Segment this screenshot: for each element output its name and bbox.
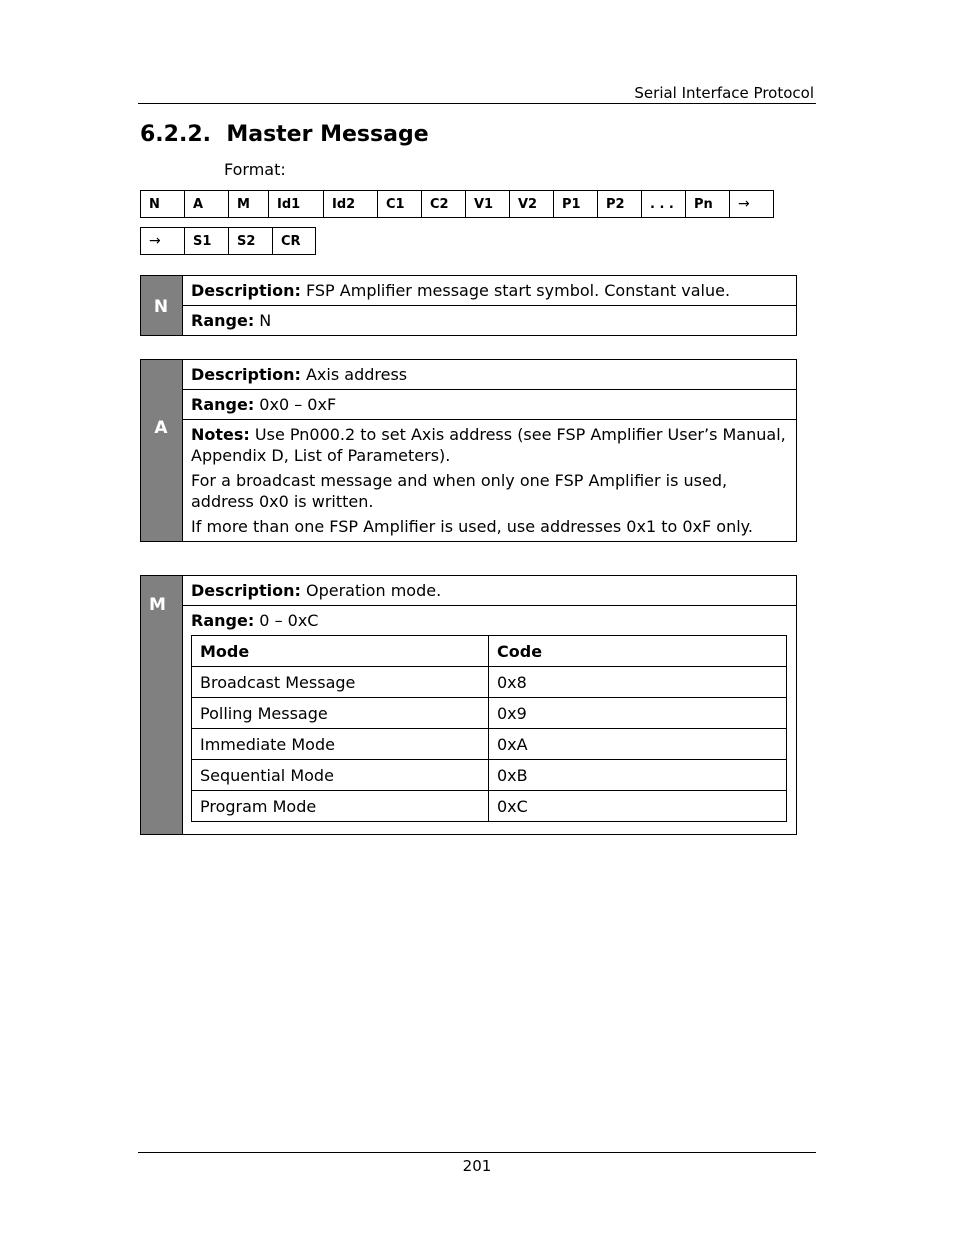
continue-arrow-icon: → xyxy=(141,228,185,255)
range-row xyxy=(183,390,796,420)
table-row xyxy=(192,760,787,791)
mode-cell: Broadcast Message xyxy=(192,667,489,698)
format-cell: Id2 xyxy=(324,191,378,218)
code-cell: 0xB xyxy=(489,760,787,791)
format-cell: CR xyxy=(273,228,316,255)
format-table-row1 xyxy=(140,190,774,218)
table-header-row xyxy=(192,636,787,667)
footer-rule xyxy=(138,1152,816,1153)
format-cell: C1 xyxy=(378,191,422,218)
range-value: N xyxy=(254,311,272,330)
description-label: Description: xyxy=(191,281,301,300)
format-cell: M xyxy=(229,191,269,218)
column-header-mode: Mode xyxy=(192,636,489,667)
format-cell: C2 xyxy=(422,191,466,218)
format-cell: Pn xyxy=(686,191,730,218)
continue-arrow-icon: → xyxy=(730,191,774,218)
description-text: FSP Amplifier message start symbol. Constant value. xyxy=(300,281,731,300)
format-table-row2 xyxy=(140,227,316,255)
description-row xyxy=(183,360,796,390)
field-a-box xyxy=(140,359,797,542)
note-text: Use Pn000.2 to set Axis address (see FSP Amplifier User’s Manual, Appendix D, List of Parameters). xyxy=(191,425,786,465)
format-label: Format: xyxy=(224,160,286,179)
range-label: Range: xyxy=(191,311,255,330)
range-value: 0 – 0xC xyxy=(254,611,319,630)
range-value: 0x0 – 0xF xyxy=(254,395,337,414)
note-paragraph: For a broadcast message and when only one FSP Amplifier is used, address 0x0 is written. xyxy=(191,471,728,511)
code-cell: 0x8 xyxy=(489,667,787,698)
format-cell: S2 xyxy=(229,228,273,255)
code-cell: 0x9 xyxy=(489,698,787,729)
running-header: Serial Interface Protocol xyxy=(634,84,814,102)
field-letter: M xyxy=(149,595,166,615)
header-rule xyxy=(138,103,816,104)
mode-cell: Immediate Mode xyxy=(192,729,489,760)
format-cell: P2 xyxy=(598,191,642,218)
section-number: 6.2.2. xyxy=(140,122,211,147)
table-row xyxy=(192,698,787,729)
description-row xyxy=(183,576,796,606)
field-letter-sidebar xyxy=(141,360,183,541)
field-letter-sidebar xyxy=(141,576,183,834)
page-number: 201 xyxy=(462,1157,492,1175)
field-letter: N xyxy=(153,297,169,317)
format-cell: S1 xyxy=(185,228,229,255)
description-row xyxy=(183,276,796,306)
field-letter: A xyxy=(154,418,168,438)
format-cell: A xyxy=(185,191,229,218)
field-letter-sidebar xyxy=(141,276,183,335)
range-line xyxy=(191,610,788,631)
description-label: Description: xyxy=(191,581,301,600)
range-row xyxy=(183,306,796,335)
section-title: Master Message xyxy=(226,122,429,147)
field-n-box xyxy=(140,275,797,336)
column-header-code: Code xyxy=(489,636,787,667)
range-label: Range: xyxy=(191,611,255,630)
note-paragraph xyxy=(191,424,788,466)
notes-label: Notes: xyxy=(191,425,250,444)
format-cell: . . . xyxy=(642,191,686,218)
mode-cell: Program Mode xyxy=(192,791,489,822)
mode-cell: Sequential Mode xyxy=(192,760,489,791)
table-row xyxy=(192,791,787,822)
section-heading xyxy=(140,122,429,147)
notes-row xyxy=(183,420,796,541)
note-paragraph: If more than one FSP Amplifier is used, use addresses 0x1 to 0xF only. xyxy=(191,517,753,536)
format-cell: P1 xyxy=(554,191,598,218)
format-cell: Id1 xyxy=(269,191,324,218)
mode-cell: Polling Message xyxy=(192,698,489,729)
format-cell: V1 xyxy=(466,191,510,218)
table-row xyxy=(192,729,787,760)
code-cell: 0xA xyxy=(489,729,787,760)
description-label: Description: xyxy=(191,365,301,384)
mode-code-table xyxy=(191,635,787,822)
description-text: Operation mode. xyxy=(300,581,442,600)
code-cell: 0xC xyxy=(489,791,787,822)
range-row xyxy=(183,606,796,834)
description-text: Axis address xyxy=(300,365,408,384)
format-cell: V2 xyxy=(510,191,554,218)
table-row xyxy=(192,667,787,698)
format-cell: N xyxy=(141,191,185,218)
range-label: Range: xyxy=(191,395,255,414)
field-m-box xyxy=(140,575,797,835)
